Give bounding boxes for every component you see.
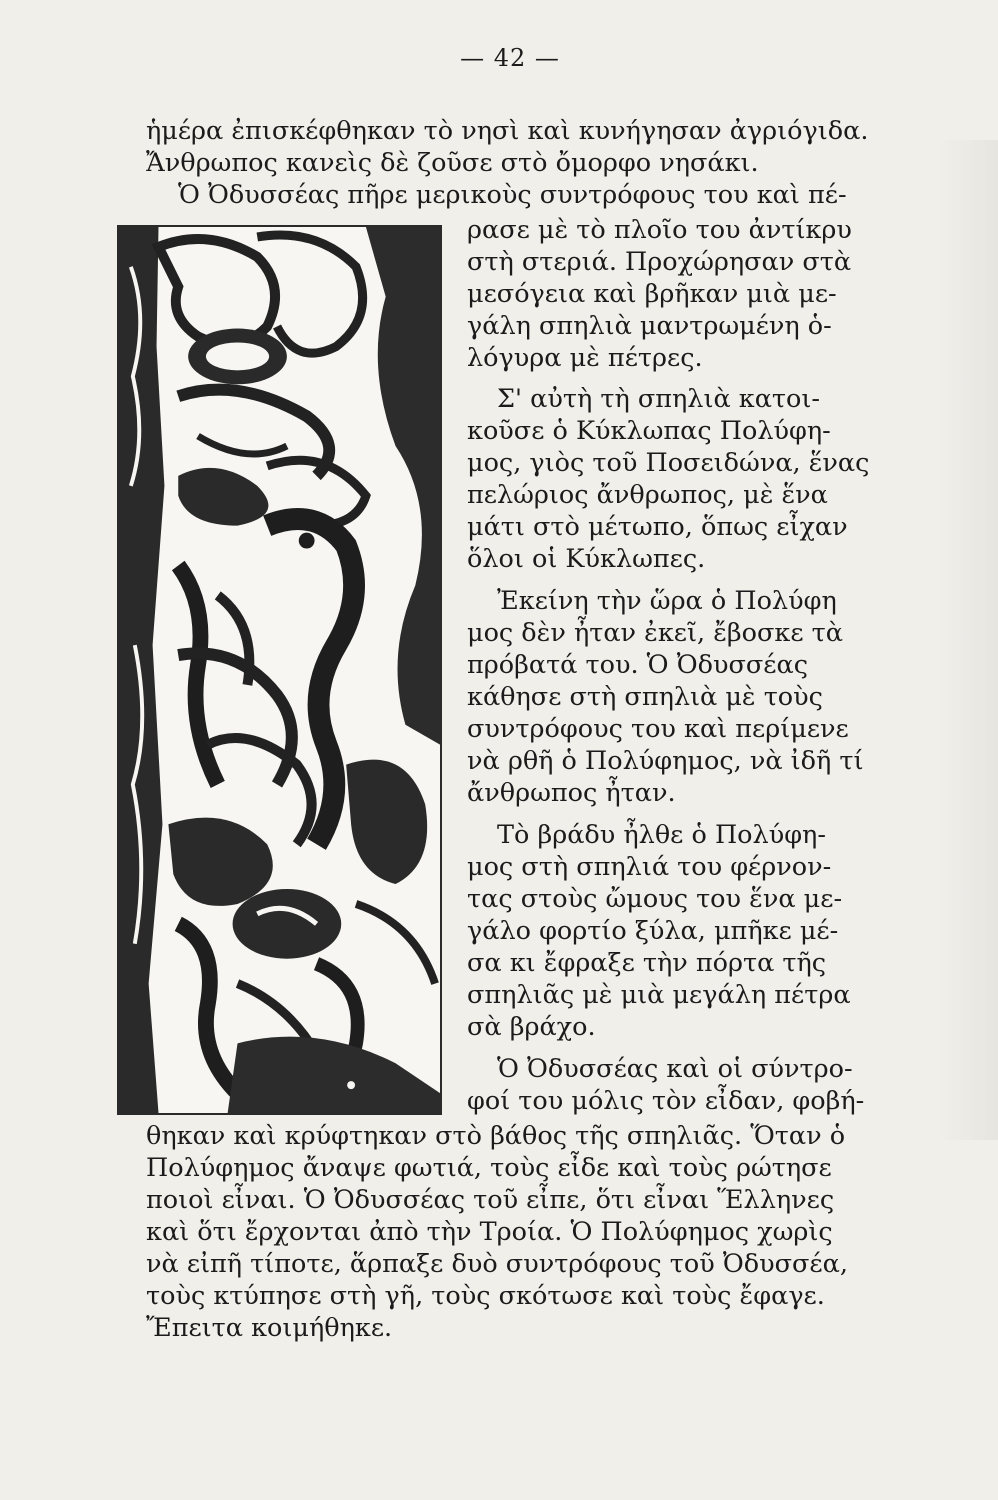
text-line: πρόβατά του. Ὁ Ὀδυσσέας (467, 650, 808, 680)
text-line: γάλη σπηλιὰ μαντρωμένη ὁ- (467, 311, 832, 341)
text-line: Σ' αὐτὴ τὴ σπηλιὰ κατοι- (497, 384, 821, 414)
woodcut-image (119, 227, 440, 1113)
text-line: πελώριος ἄνθρωπος, μὲ ἕνα (467, 480, 828, 510)
text-line: μος δὲν ἦταν ἐκεῖ, ἔβοσκε τὰ (467, 618, 843, 648)
text-line: φοί του μόλις τὸν εἶδαν, φοβή- (467, 1086, 865, 1116)
cyclops-illustration (117, 225, 442, 1115)
text-line: μος στὴ σπηλιά του φέρνον- (467, 852, 832, 882)
text-line: συντρόφους του καὶ περίμενε (467, 714, 849, 744)
text-line: κοῦσε ὁ Κύκλωπας Πολύφη- (467, 416, 831, 446)
text-line: Ὁ Ὀδυσσέας πῆρε μερικοὺς συντρόφους του καὶ πέ- (178, 180, 847, 210)
text-line: Ἔπειτα κοιμήθηκε. (146, 1313, 393, 1343)
text-line: Πολύφημος ἄναψε φωτιά, τοὺς εἶδε καὶ τοὺς ρώτησε (146, 1153, 832, 1183)
text-line: σα κι ἔφραξε τὴν πόρτα τῆς (467, 948, 827, 978)
text-line: σὰ βράχο. (467, 1012, 596, 1042)
text-line: ἄνθρωπος ἦταν. (467, 778, 676, 808)
text-line: νὰ εἰπῆ τίποτε, ἅρπαξε δυὸ συντρόφους τοῦ Ὀδυσσέα, (146, 1249, 848, 1279)
text-line: κάθησε στὴ σπηλιὰ μὲ τοὺς (467, 682, 823, 712)
text-line: σπηλιᾶς μὲ μιὰ μεγάλη πέτρα (467, 980, 851, 1010)
text-line: ὅλοι οἱ Κύκλωπες. (467, 544, 706, 574)
text-line: τοὺς κτύπησε στὴ γῆ, τοὺς σκότωσε καὶ τοὺς ἔφαγε. (146, 1281, 825, 1311)
text-line: Τὸ βράδυ ἦλθε ὁ Πολύφη- (497, 820, 826, 850)
text-line: Ὁ Ὀδυσσέας καὶ οἱ σύντρο- (497, 1054, 853, 1084)
bleed-through-shadow (938, 140, 998, 1140)
text-line: λόγυρα μὲ πέτρες. (467, 343, 703, 373)
text-line: μεσόγεια καὶ βρῆκαν μιὰ με- (467, 279, 837, 309)
text-line: Ἄνθρωπος κανεὶς δὲ ζοῦσε στὸ ὄμορφο νησάκι. (146, 148, 759, 178)
text-line: τας στοὺς ὤμους του ἕνα με- (467, 884, 843, 914)
text-line: Ἐκείνη τὴν ὥρα ὁ Πολύφη (497, 586, 837, 616)
text-line: μάτι στὸ μέτωπο, ὅπως εἶχαν (467, 512, 848, 542)
text-line: νὰ ρθῆ ὁ Πολύφημος, νὰ ἰδῆ τί (467, 746, 864, 776)
page-number: — 42 — (460, 44, 560, 72)
text-line: ρασε μὲ τὸ πλοῖο του ἀντίκρυ (467, 215, 852, 245)
text-line: καὶ ὅτι ἔρχονται ἀπὸ τὴν Τροία. Ὁ Πολύφημος χωρὶς (146, 1217, 833, 1247)
text-line: ἡμέρα ἐπισκέφθηκαν τὸ νησὶ καὶ κυνήγησαν ἀγριόγιδα. (146, 116, 869, 146)
text-line: θηκαν καὶ κρύφτηκαν στὸ βάθος τῆς σπηλιᾶς. Ὅταν ὁ (146, 1121, 846, 1151)
text-line: μος, γιὸς τοῦ Ποσειδώνα, ἕνας (467, 448, 870, 478)
text-line: ποιοὶ εἶναι. Ὁ Ὀδυσσέας τοῦ εἶπε, ὅτι εἶναι Ἕλληνες (146, 1185, 835, 1215)
text-line: στὴ στεριά. Προχώρησαν στὰ (467, 247, 852, 277)
text-line: γάλο φορτίο ξύλα, μπῆκε μέ- (467, 916, 839, 946)
